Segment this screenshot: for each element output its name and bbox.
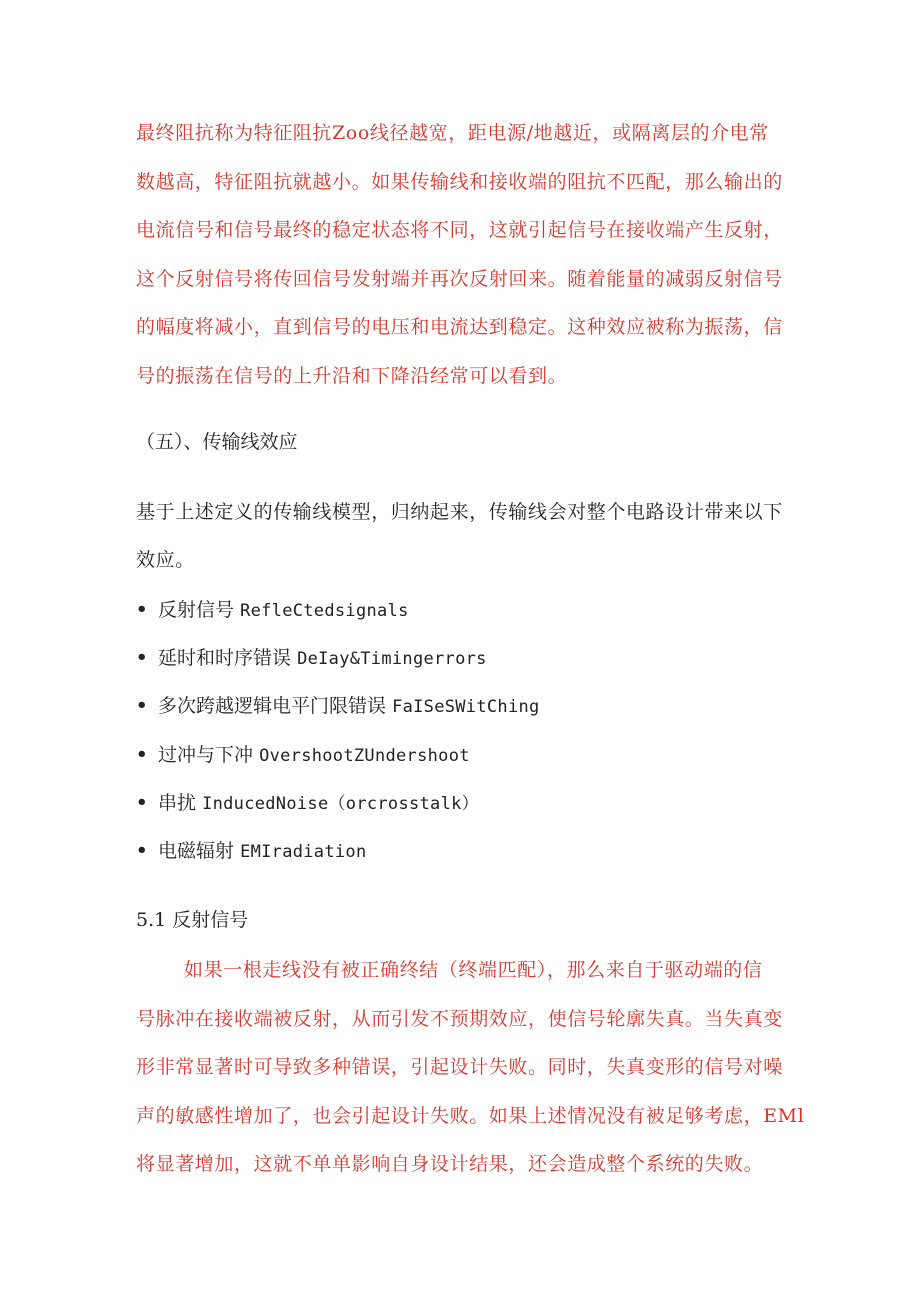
paragraph-line: 数越高，特征阻抗就越小。如果传输线和接收端的阻抗不匹配，那么输出的 — [136, 170, 783, 193]
list-item — [136, 833, 540, 881]
bullet-label-en: RefleCtedsignals — [240, 601, 409, 621]
intro-paragraph — [136, 488, 796, 584]
paragraph-line: 基于上述定义的传输线模型，归纳起来，传输线会对整个电路设计带来以下 — [136, 501, 783, 523]
subsection-heading-reflected-signals: 5.1 反射信号 — [136, 909, 249, 931]
bullet-label-en: OvershootZUndershoot — [259, 745, 470, 766]
bullet-label-cn: 电磁辐射 — [158, 839, 235, 862]
bullet-label-cn: 反射信号 — [158, 599, 235, 621]
paragraph-line: 的幅度将减小，直到信号的电压和电流达到稳定。这种效应被称为振荡，信 — [136, 316, 783, 338]
list-item — [136, 592, 540, 640]
paragraph-line: 如果一根走线没有被正确终结（终端匹配），那么来自于驱动端的信 — [184, 959, 763, 981]
effects-bullet-list — [136, 592, 540, 881]
bullet-label-cn: 多次跨越逻辑电平门限错误 — [158, 695, 387, 718]
bullet-icon: • — [136, 647, 148, 669]
bullet-icon: • — [136, 839, 148, 861]
paragraph-line: 号脉冲在接收端被反射，从而引发不预期效应，使信号轮廓失真。当失真变 — [136, 1007, 783, 1030]
list-item — [136, 640, 540, 688]
bullet-label-cn: 过冲与下冲 — [158, 743, 254, 766]
paragraph-line: 声的敏感性增加了，也会引起设计失败。如果上述情况没有被足够考虑，EMl — [136, 1104, 805, 1127]
section-heading-transmission-line-effects: （五）、传输线效应 — [136, 431, 298, 453]
bullet-label-en: FaISeSWitChing — [392, 697, 540, 718]
bullet-label-en: DeIay&Timingerrors — [297, 649, 487, 670]
bullet-icon: • — [136, 791, 148, 813]
bullet-label-en: InducedNoise（orcrosstalk） — [202, 793, 479, 814]
paragraph-line: 电流信号和信号最终的稳定状态将不同，这就引起信号在接收端产生反射， — [136, 219, 783, 241]
bullet-icon: • — [136, 599, 148, 620]
paragraph-line: 效应。 — [136, 549, 195, 571]
bullet-label-en: EMIradiation — [240, 841, 367, 862]
list-item — [136, 737, 540, 785]
list-item — [136, 785, 540, 833]
bullet-icon: • — [136, 743, 148, 765]
paragraph-line: 这个反射信号将传回信号发射端并再次反射回来。随着能量的减弱反射信号 — [136, 267, 783, 290]
bullet-label-cn: 延时和时序错误 — [158, 647, 292, 670]
list-item — [136, 688, 540, 736]
bullet-label-cn: 串扰 — [158, 791, 197, 814]
bullet-icon: • — [136, 695, 148, 717]
reflection-paragraph — [136, 946, 805, 1189]
paragraph-line: 形非常显著时可导致多种错误，引起设计失败。同时，失真变形的信号对噪 — [136, 1056, 783, 1078]
paragraph-line: 将显著增加，这就不单单影响自身设计结果，还会造成整个系统的失败。 — [136, 1153, 764, 1175]
characteristic-impedance-paragraph — [136, 109, 796, 400]
paragraph-line: 号的振荡在信号的上升沿和下降沿经常可以看到。 — [136, 364, 568, 387]
paragraph-line: 最终阻抗称为特征阻抗Zoo线径越宽，距电源/地越近，或隔离层的介电常 — [136, 122, 769, 144]
